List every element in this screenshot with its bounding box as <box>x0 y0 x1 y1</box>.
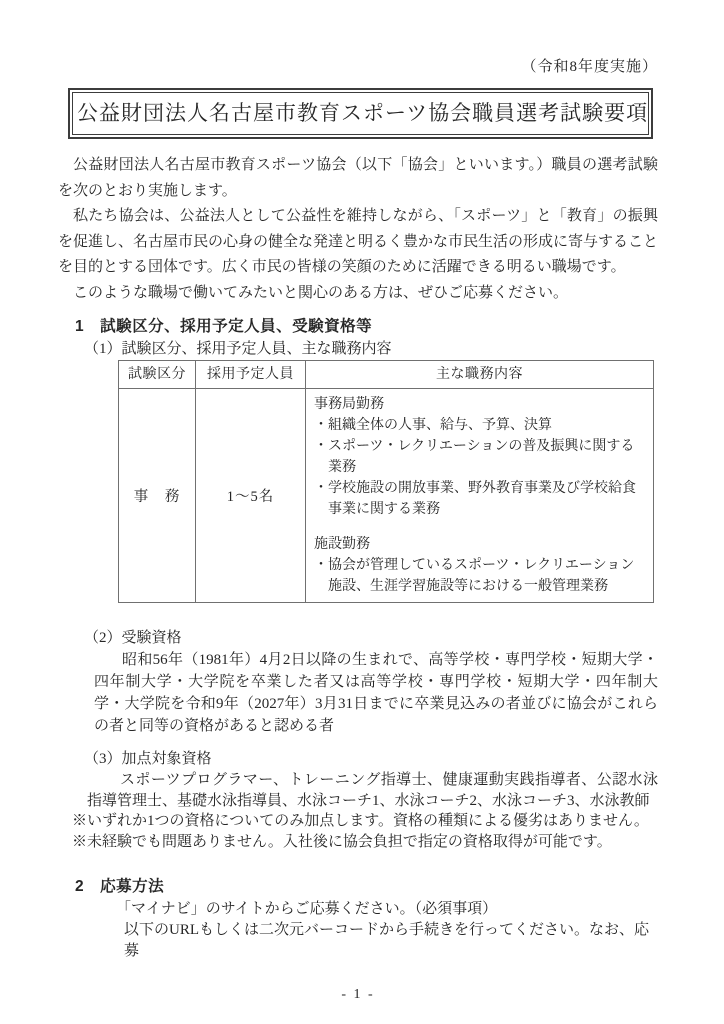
exam-category-table <box>118 360 654 603</box>
cell-planned-hires: 1～5名 <box>196 389 306 603</box>
duty-group-title: 施設勤務 <box>314 537 370 552</box>
duty-group-title: 事務局勤務 <box>314 397 384 412</box>
application-line-2: 以下のURLもしくは二次元バーコードから手続きを行ってください。なお、応募 <box>124 922 650 959</box>
eligibility-paragraph: 昭和56年（1981年）4月2日以降の生まれで、高等学校・専門学校・短期大学・四年制大学・大学院を卒業した者又は高等学校・専門学校・短期大学・四年制大学・大学院を令和9年（2027年）3月31日までに卒業見込みの者並びに協会がこれらの者と同等の資格があると認める者 <box>94 652 658 734</box>
intro-paragraph-3: このような職場で働いてみたいと関心のある方は、ぜひご応募ください。 <box>73 284 569 301</box>
table-header-main-duties: 主な職務内容 <box>306 361 654 389</box>
duty-group-facility <box>314 534 645 597</box>
qualification-note-2: ※未経験でも問題ありません。入社後に協会負担で指定の資格取得が可能です。 <box>72 833 612 850</box>
table-row <box>119 389 654 603</box>
subsection-3-heading: （3）加点対象資格 <box>84 751 212 767</box>
section-1-heading: 1 試験区分、採用予定人員、受験資格等 <box>75 318 373 335</box>
intro-section <box>58 153 658 306</box>
subsection-1-heading: （1）試験区分、採用予定人員、主な職務内容 <box>84 341 392 357</box>
qualification-note-1: ※いずれか1つの資格についてのみ加点します。資格の種類による優劣はありません。 <box>72 813 649 829</box>
cell-exam-category: 事 務 <box>119 389 196 603</box>
table-header-row <box>119 361 654 389</box>
intro-paragraph-1: 公益財団法人名古屋市教育スポーツ協会（以下「協会」といいます。）職員の選考試験を次のとおり実施します。 <box>58 157 658 199</box>
duty-list-item: ・スポーツ・レクリエーションの普及振興に関する業務 <box>314 439 635 475</box>
duty-group-office <box>314 394 645 520</box>
duty-list-item: ・組織全体の人事、給与、予算、決算 <box>314 418 552 433</box>
application-line-1: 「マイナビ」のサイトからご応募ください。（必須事項） <box>116 901 498 917</box>
document-title-box-inner <box>72 92 649 135</box>
cell-main-duties <box>306 389 654 603</box>
bonus-qualifications-paragraph: スポーツプログラマー、トレーニング指導士、健康運動実践指導者、公認水泳指導管理士、基礎水泳指導員、水泳コーチ1、水泳コーチ2、水泳コーチ3、水泳教師 <box>87 772 658 809</box>
table-header-exam-category: 試験区分 <box>119 361 196 389</box>
intro-paragraph-2: 私たち協会は、公益法人として公益性を維持しながら、「スポーツ」と「教育」の振興を促進し、名古屋市民の心身の健全な発達と明るく豊かな市民生活の形成に寄与することを目的とする団体です。広く市民の皆様の笑顔のために活躍できる明るい職場です。 <box>58 208 659 275</box>
fiscal-year-note: （令和8年度実施） <box>521 59 658 75</box>
document-title-box <box>68 88 653 139</box>
table-header-planned-hires: 採用予定人員 <box>196 361 306 389</box>
subsection-2-heading: （2）受験資格 <box>84 630 182 646</box>
page-number: - 1 - <box>341 987 375 1002</box>
section-2-heading: 2 応募方法 <box>75 878 165 895</box>
duty-list-item: ・学校施設の開放事業、野外教育事業及び学校給食事業に関する業務 <box>314 481 636 517</box>
duty-list-item: ・協会が管理しているスポーツ・レクリエーション施設、生涯学習施設等における一般管理業務 <box>314 558 635 594</box>
document-title: 公益財団法人名古屋市教育スポーツ協会職員選考試験要項 <box>77 101 649 125</box>
